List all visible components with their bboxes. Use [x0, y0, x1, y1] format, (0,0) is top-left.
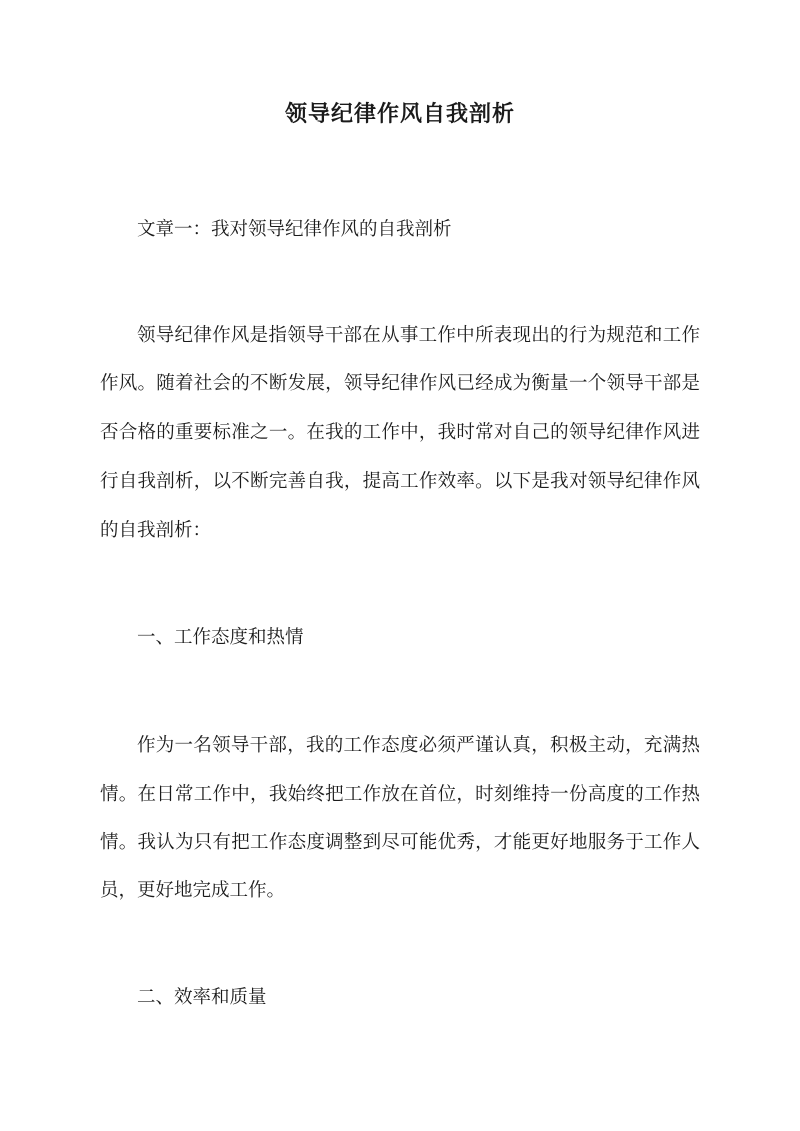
section-heading: 一、工作态度和热情 — [137, 627, 304, 648]
paragraph-line: 领导纪律作风是指领导干部在从事工作中所表现出的行为规范和工作 — [137, 325, 700, 346]
document-title: 领导纪律作风自我剖析 — [284, 101, 515, 127]
paragraph-line: 情。我认为只有把工作态度调整到尽可能优秀，才能更好地服务于工作人 — [100, 832, 700, 853]
paragraph-line: 情。在日常工作中，我始终把工作放在首位，时刻维持一份高度的工作热 — [100, 784, 700, 805]
section-heading: 二、效率和质量 — [137, 987, 267, 1008]
paragraph-line: 否合格的重要标准之一。在我的工作中，我时常对自己的领导纪律作风进 — [100, 422, 700, 443]
paragraph-line: 作风。随着社会的不断发展，领导纪律作风已经成为衡量一个领导干部是 — [100, 373, 700, 394]
paragraph-line: 作为一名领导干部，我的工作态度必须严谨认真，积极主动，充满热 — [137, 735, 700, 756]
article-subtitle: 文章一：我对领导纪律作风的自我剖析 — [137, 219, 452, 240]
paragraph-line: 员，更好地完成工作。 — [100, 880, 286, 901]
paragraph-line: 行自我剖析，以不断完善自我，提高工作效率。以下是我对领导纪律作风 — [100, 471, 700, 492]
paragraph-line: 的自我剖析： — [100, 520, 212, 541]
